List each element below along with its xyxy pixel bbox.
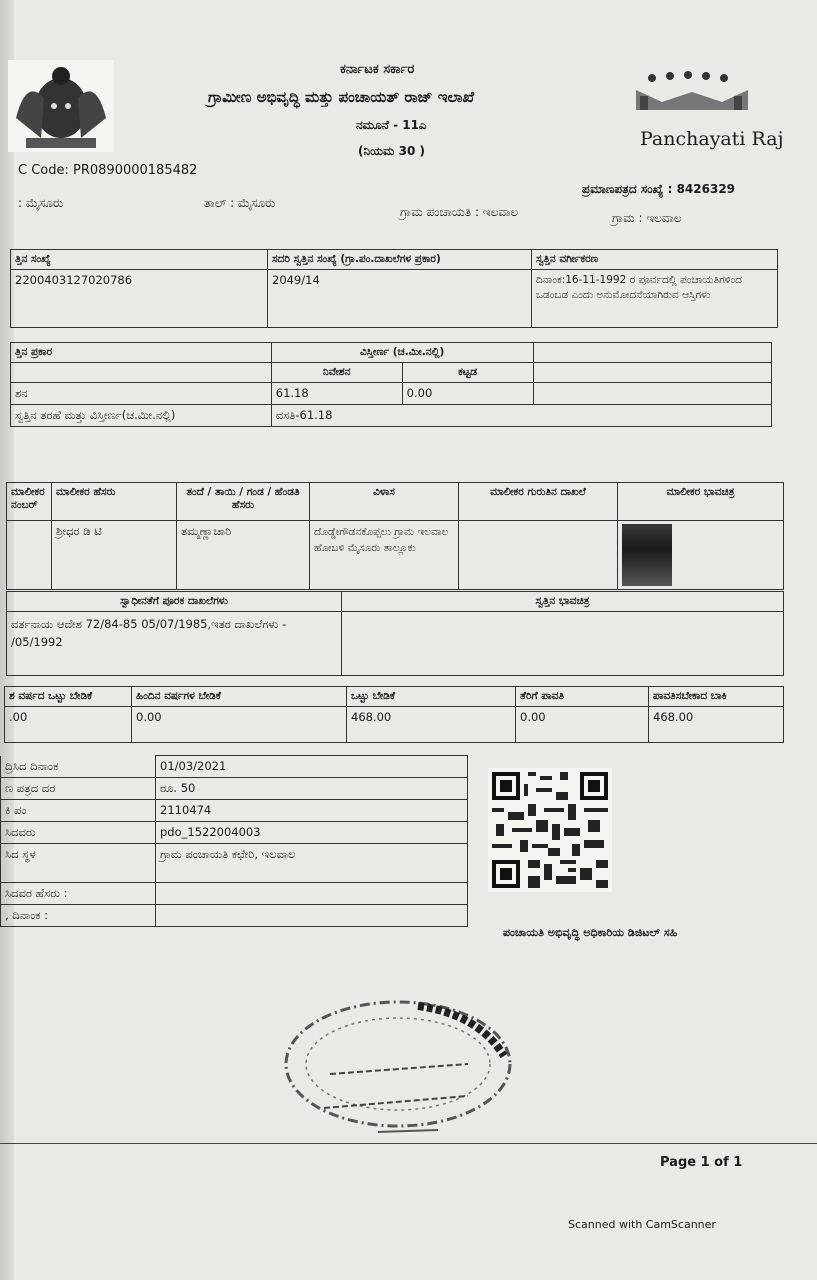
site-label: ನಿವೇಶನ xyxy=(271,363,402,383)
balance-label: ಪಾವತಿಸಬೇಕಾದ ಬಾಕಿ xyxy=(649,687,784,707)
property-photo-cell xyxy=(342,612,784,676)
total-value: ವಸತಿ-61.18 xyxy=(271,405,771,427)
issue-label: ಕಿ ಪಂ xyxy=(1,799,156,821)
issue-label: ಸಿದವರು xyxy=(1,821,156,843)
tax-table xyxy=(4,686,784,743)
supporting-docs-label: ಸ್ವಾಧೀನತೆಗೆ ಪೂರಕ ದಾಖಲೆಗಳು xyxy=(7,592,342,612)
owner-no-value xyxy=(7,521,52,590)
site-value: 61.18 xyxy=(271,383,402,405)
govt-title: ಕರ್ನಾಟಕ ಸರ್ಕಾರ xyxy=(340,62,415,77)
classification-label: ಸ್ವತ್ತಿನ ವರ್ಗೀಕರಣ xyxy=(532,250,778,270)
owner-table xyxy=(6,482,784,590)
owner-photo xyxy=(622,524,672,586)
id-proof-label: ಮಾಲೀಕರ ಗುರುತಿನ ದಾಖಲೆ xyxy=(459,483,618,521)
qr-code xyxy=(488,768,612,892)
building-value: 0.00 xyxy=(402,383,533,405)
karnataka-emblem-icon xyxy=(6,58,116,154)
page-number: Page 1 of 1 xyxy=(660,1155,743,1170)
issue-table xyxy=(0,755,468,927)
total-label: ಸ್ವತ್ತಿನ ತರಹೆ ಮತ್ತು ವಿಸ್ತೀರ್ಣ(ಚ.ಮೀ.ನಲ್ಲಿ) xyxy=(11,405,272,427)
gp-text: ಗ್ರಾಮ ಪಂಚಾಯತಿ : ಇಲವಾಲ xyxy=(400,205,519,219)
owner-name-label: ಮಾಲೀಕರ ಹೆಸರು xyxy=(52,483,177,521)
old-number-label: ಸದರಿ ಸ್ವತ್ತಿನ ಸಂಖ್ಯೆ (ಗ್ರಾ.ಪಂ.ದಾಖಲೆಗಳ ಪ್ರಕಾರ) xyxy=(268,250,532,270)
blank-cell xyxy=(11,363,272,383)
classification-value: ದಿನಾಂಕ:16-11-1992 ರ ಪೂರ್ವದಲ್ಲಿ ಪಂಚಾಯತಿಗಳಿಂದ ಒಡಂಬಡ ಎಂದು ಅನುಮೋದನೆಯಾಗಿರುವ ಆಸ್ತಿಗಳು xyxy=(532,270,778,328)
digital-signature-label: ಪಂಚಾಯತಿ ಅಭಿವೃದ್ಧಿ ಅಧಿಕಾರಿಯ ಡಿಜಿಟಲ್ ಸಹಿ xyxy=(503,926,678,939)
taluk-text: ತಾಲ್ : ಮೈಸೂರು xyxy=(204,196,276,210)
area-label: ವಿಸ್ತೀರ್ಣ (ಚ.ಮೀ.ನಲ್ಲಿ) xyxy=(271,343,533,363)
area-table xyxy=(10,342,772,427)
issue-value: 2110474 xyxy=(156,799,468,821)
issue-label: ಣ ಪತ್ರದ ದರ xyxy=(1,777,156,799)
issue-label: ಸಿದ ಸ್ಥಳ xyxy=(1,843,156,882)
address-label: ವಿಳಾಸ xyxy=(310,483,459,521)
property-photo-label: ಸ್ವತ್ತಿನ ಭಾವಚಿತ್ರ xyxy=(342,592,784,612)
issue-label: ಸಿದವರ ಹೆಸರು : xyxy=(1,882,156,904)
owner-photo-cell xyxy=(618,521,784,590)
owner-no-label: ಮಾಲೀಕರ ನಂಬರ್ xyxy=(7,483,52,521)
district-text: : ಮೈಸೂರು xyxy=(18,196,64,210)
property-id-label: ತ್ತಿನ ಸಂಖ್ಯೆ xyxy=(11,250,268,270)
address-value: ದೊಡ್ಡೇಗೌಡನಕೊಪ್ಪಲು ಗ್ರಾಮ ಇಲವಾಲ ಹೋಬಳಿ ಮೈಸೂರು ತಾಲ್ಲೂಕು xyxy=(310,521,459,590)
office-seal-icon xyxy=(268,992,528,1142)
certificate-number: ಪ್ರಮಾಣಪತ್ರದ ಸಂಖ್ಯೆ : 8426329 xyxy=(582,182,736,196)
form-number: ನಮೂನೆ - 11ಎ xyxy=(356,118,427,132)
issue-value xyxy=(156,904,468,926)
building-label: ಕಟ್ಟಡ xyxy=(402,363,533,383)
empty-cell xyxy=(533,383,771,405)
total-demand-label: ಒಟ್ಟು ಬೇಡಿಕೆ xyxy=(347,687,516,707)
father-name-value: ತಮ್ಮಣ್ಣಾಚಾರಿ xyxy=(177,521,310,590)
balance-value: 468.00 xyxy=(649,707,784,743)
father-name-label: ತಂದೆ / ತಾಯಿ / ಗಂಡ / ಹೆಂಡತಿ ಹೆಸರು xyxy=(177,483,310,521)
old-number-value: 2049/14 xyxy=(268,270,532,328)
issue-value: ಗ್ರಾಮ ಪಂಚಾಯತಿ ಕಛೇರಿ, ಇಲವಾಲ xyxy=(156,843,468,882)
issue-value xyxy=(156,882,468,904)
empty-cell xyxy=(533,363,771,383)
code-text: C Code: PR0890000185482 xyxy=(18,163,198,178)
scanner-watermark: Scanned with CamScanner xyxy=(568,1218,716,1231)
rule-number: (ನಿಯಮ 30 ) xyxy=(358,144,425,158)
previous-demand-label: ಹಿಂದಿನ ವರ್ಷಗಳ ಬೇಡಿಕೆ xyxy=(132,687,347,707)
ownership-table xyxy=(6,591,784,676)
tax-paid-label: ತೆರಿಗೆ ಪಾವತಿ xyxy=(516,687,649,707)
owner-name-value: ಶ್ರೀಧರ ಡಿ ಟಿ xyxy=(52,521,177,590)
panchayati-raj-logo-icon xyxy=(622,70,762,130)
footer-divider xyxy=(0,1143,817,1144)
dept-title: ಗ್ರಾಮೀಣ ಅಭಿವೃದ್ಧಿ ಮತ್ತು ಪಂಚಾಯತ್ ರಾಜ್ ಇಲಾಖೆ xyxy=(208,88,475,106)
empty-cell xyxy=(533,343,771,363)
issue-label: ದ್ರಿಸಿದ ದಿನಾಂಕ xyxy=(1,756,156,778)
current-demand-label: ಶ ವರ್ಷದ ಒಟ್ಟು ಬೇಡಿಕೆ xyxy=(5,687,132,707)
tax-paid-value: 0.00 xyxy=(516,707,649,743)
supporting-docs-value: ವರ್ತನಾಯ ಆದೇಶ 72/84-85 05/07/1985,ಇತರ ದಾಖಲೆಗಳು - /05/1992 xyxy=(7,612,342,676)
issue-value: pdo_1522004003 xyxy=(156,821,468,843)
owner-photo-label: ಮಾಲೀಕರ ಭಾವಚಿತ್ರ xyxy=(618,483,784,521)
current-demand-value: .00 xyxy=(5,707,132,743)
issue-value: 01/03/2021 xyxy=(156,756,468,778)
previous-demand-value: 0.00 xyxy=(132,707,347,743)
issue-label: , ದಿನಾಂಕ : xyxy=(1,904,156,926)
property-id-value: 2200403127020786 xyxy=(11,270,268,328)
village-text: ಗ್ರಾಮ : ಇಲವಾಲ xyxy=(612,211,682,225)
issue-value: ರೂ. 50 xyxy=(156,777,468,799)
total-demand-value: 468.00 xyxy=(347,707,516,743)
row-label: ಶನ xyxy=(11,383,272,405)
id-proof-value xyxy=(459,521,618,590)
property-table xyxy=(10,249,778,328)
panchayati-raj-text: Panchayati Raj xyxy=(640,128,784,150)
property-type-label: ತ್ತಿನ ಪ್ರಕಾರ xyxy=(11,343,272,363)
